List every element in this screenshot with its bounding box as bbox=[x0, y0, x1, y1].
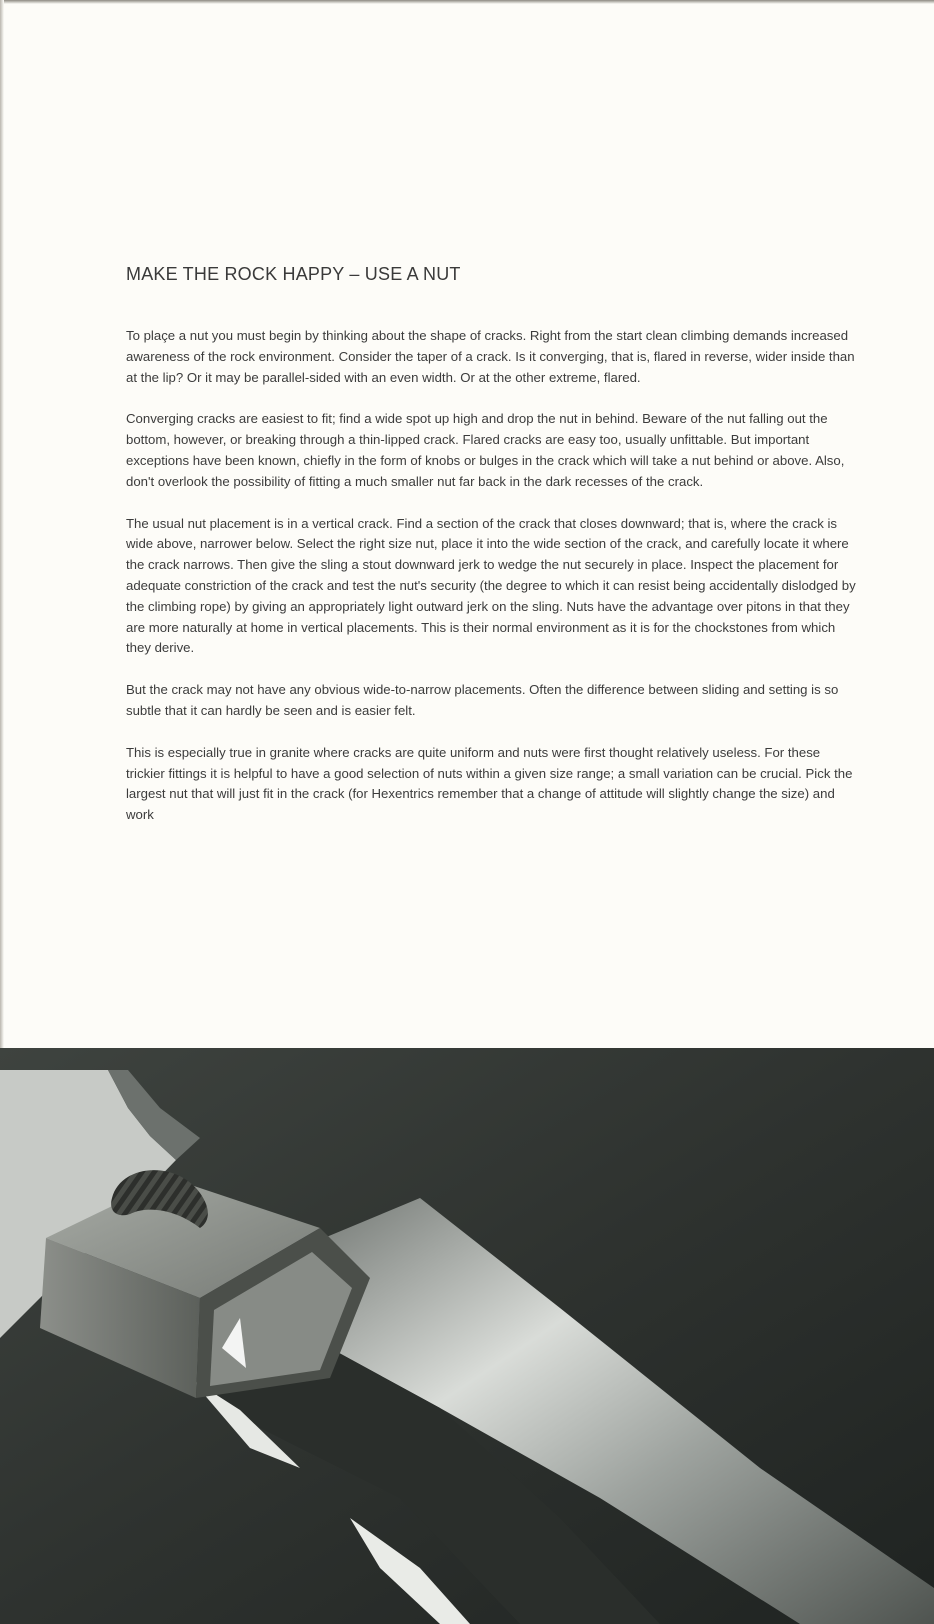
paragraph-3: The usual nut placement is in a vertical crack. Find a section of the crack that closes downward; that is, where the crack is wide above, narrower below. Select the right size nut, place it into the wide section of the crack, and carefully locate it where the crack narrows. Then give the sling a stout downward jerk to wedge the nut securely in place. Inspect the placement for adequate constriction of the crack and test the nut's security (the degree to which it can resist being accidentally dislodged by the climbing rope) by giving an appropriately light outward jerk on the sling. Nuts have the advantage over pitons in that they are more naturally at home in vertical placements. This is their normal environment as it is for the chockstones from which they derive. bbox=[126, 515, 856, 656]
paragraph-4: But the crack may not have any obvious wide-to-narrow placements. Often the difference between sliding and setting is so subtle that it can hardly be seen and is easier felt. bbox=[126, 682, 839, 718]
nut-in-crack-photo bbox=[0, 1048, 934, 1624]
body-text bbox=[126, 326, 861, 826]
page-left-edge bbox=[0, 0, 4, 1050]
page-title: MAKE THE ROCK HAPPY – USE A NUT bbox=[126, 264, 461, 284]
page-top-edge bbox=[0, 0, 934, 4]
paragraph-2: Converging cracks are easiest to fit; find a wide spot up high and drop the nut in behind. Beware of the nut falling out the bottom, however, or breaking through a thin-lipped crack. Flared cracks are easy too, usually unfittable. But important exceptions have been known, chiefly in the form of knobs or bulges in the crack which will take a nut behind or above. Also, don't overlook the possibility of fitting a much smaller nut far back in the dark recesses of the crack. bbox=[126, 411, 845, 489]
paragraph-5: This is especially true in granite where cracks are quite uniform and nuts were first thought relatively useless. For these trickier fittings it is helpful to have a good selection of nuts within a given size range; a small variation can be crucial. Pick the largest nut that will just fit in the crack (for Hexentrics remember that a change of attitude will slightly change the size) and work bbox=[126, 744, 853, 823]
paragraph-1: To plaçe a nut you must begin by thinking about the shape of cracks. Right from the start clean climbing demands increased awareness of the rock environment. Consider the taper of a crack. Is it converging, that is, flared in reverse, wider inside than at the lip? Or it may be parallel-sided with an even width. Or at the other extreme, flared. bbox=[126, 328, 855, 385]
